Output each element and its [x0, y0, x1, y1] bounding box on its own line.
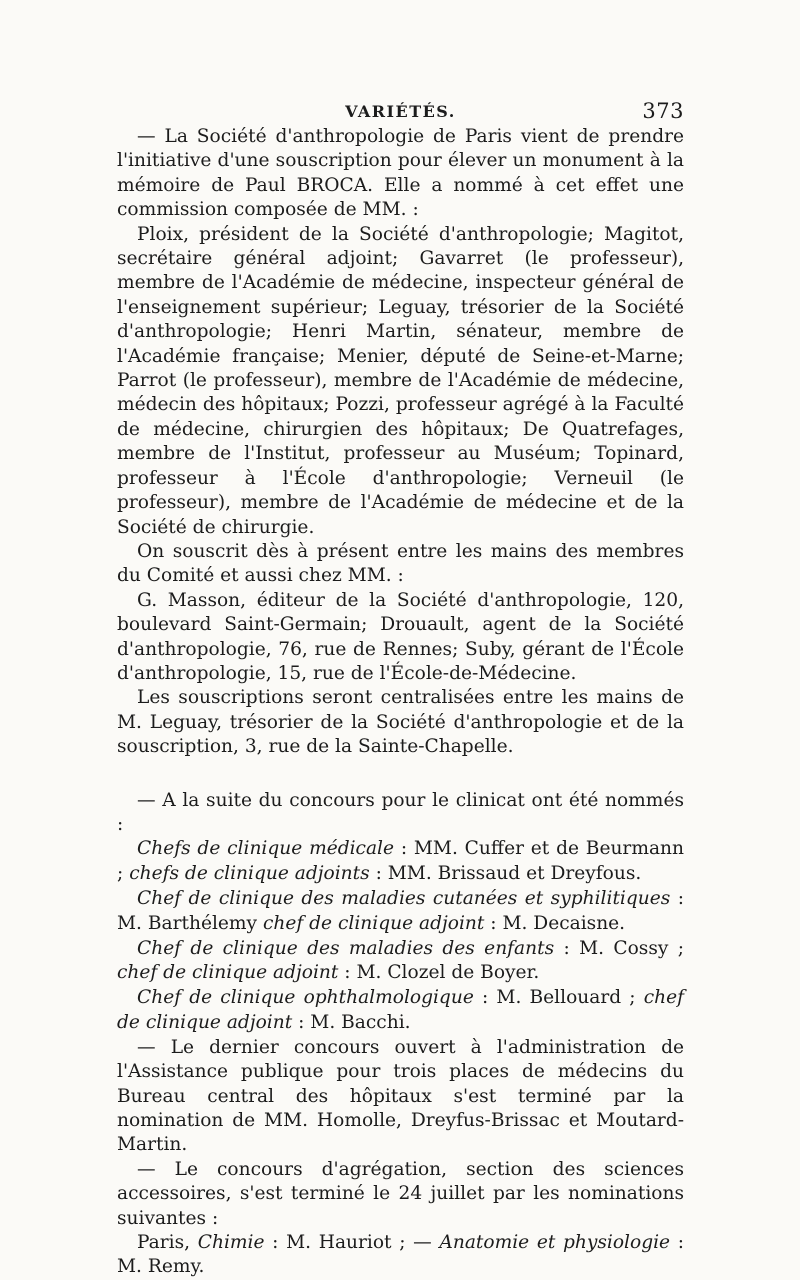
running-head: VARIÉTÉS.: [345, 102, 456, 121]
broca-subscription-agents: G. Masson, éditeur de la Société d'anthropologie, 120, boulevard Saint-Germain; Drouault, agent de la Société d'anthropologie, 76, rue de Rennes; Suby, gérant de l'École d'anthropologie, 15, rue de l'École-de-Médecine.: [117, 589, 684, 684]
clinicat-entry-enfants: [117, 937, 684, 987]
appointment-title: chefs de clinique adjoints: [129, 863, 370, 885]
appointment-title: chef de clinique adjoint: [117, 962, 339, 984]
appointment-names: : M. Decaisne.: [490, 912, 626, 934]
appointment-names: : MM. Brissaud et Dreyfous.: [375, 863, 642, 885]
appointment-names: : M. Hauriot ; —: [272, 1232, 432, 1253]
broca-paragraph-subscribe: On souscrit dès à présent entre les mains des membres du Comité et aussi chez MM. :: [117, 540, 684, 587]
broca-centralisation: Les souscriptions seront centralisées entre les mains de M. Leguay, trésorier de la Société d'anthropologie et de la souscription, 3, rue de la Sainte-Chapelle.: [117, 687, 684, 758]
appointment-title: Chef de clinique ophthalmologique: [137, 987, 474, 1009]
page-number: 373: [642, 99, 684, 123]
clinicat-entry-ophthalmologique: [117, 986, 684, 1036]
appointment-title: chef de clinique adjoint: [117, 987, 684, 1033]
agregation-nominations: [117, 1231, 684, 1280]
clinicat-entry-medicale: [117, 837, 684, 887]
section-title: Anatomie et physiologie: [439, 1232, 671, 1253]
appointment-names: : M. Cossy ;: [563, 937, 684, 959]
clinicat-entry-cutanees: [117, 887, 684, 937]
city: Paris,: [137, 1232, 191, 1253]
appointment-names: : M. Remy.: [117, 1232, 684, 1278]
broca-paragraph-1: — La Société d'anthropologie de Paris vient de prendre l'initiative d'une souscription pour élever un monument à la mémoire de Paul BROCA. Elle a nommé à cet effet une commission composée de MM. :: [117, 126, 684, 221]
appointment-title: chef de clinique adjoint: [262, 912, 485, 934]
agregation-paragraph: — Le concours d'agrégation, section des sciences accessoires, s'est terminé le 24 juillet par les nominations suivantes :: [117, 1158, 684, 1229]
appointment-title: Chef de clinique des maladies cutanées et syphilitiques: [137, 887, 671, 909]
appointment-names: : M. Clozel de Boyer.: [344, 962, 540, 984]
appointment-names: : MM. Cuffer et de Beurmann ;: [117, 838, 684, 885]
section-title: Chimie: [197, 1232, 265, 1253]
appointment-names: : M. Bacchi.: [298, 1011, 411, 1033]
appointment-title: Chef de clinique des maladies des enfants: [137, 937, 555, 959]
page-body: [117, 125, 684, 1280]
appointment-title: Chefs de clinique médicale: [137, 838, 394, 860]
broca-commission-list: Ploix, président de la Société d'anthropologie; Magitot, secrétaire général adjoint; Gavarret (le professeur), membre de l'Académie de médecine, inspecteur général de l'enseignement supérieur; Leguay, trésorier de la Société d'anthropologie; Henri Martin, sénateur, membre de l'Académie française; Menier, député de Seine-et-Marne; Parrot (le professeur), membre de l'Académie de médecine, médecin des hôpitaux; Pozzi, professeur agrégé à la Faculté de médecine, chirurgien des hôpitaux; De Quatrefages, membre de l'Institut, professeur au Muséum; Topinard, professeur à l'École d'anthropologie; Verneuil (le professeur), membre de l'Académie de médecine et de la Société de chirurgie.: [117, 223, 684, 538]
assistance-paragraph: — Le dernier concours ouvert à l'administration de l'Assistance publique pour trois places de médecins du Bureau central des hôpitaux s'est terminé par la nomination de MM. Homolle, Dreyfus-Brissac et Moutard-Martin.: [117, 1036, 684, 1156]
clinicat-intro: — A la suite du concours pour le clinicat ont été nommés :: [117, 789, 684, 835]
appointment-names: : M. Bellouard ;: [481, 987, 636, 1009]
appointment-names: : M. Barthélemy: [117, 887, 684, 934]
